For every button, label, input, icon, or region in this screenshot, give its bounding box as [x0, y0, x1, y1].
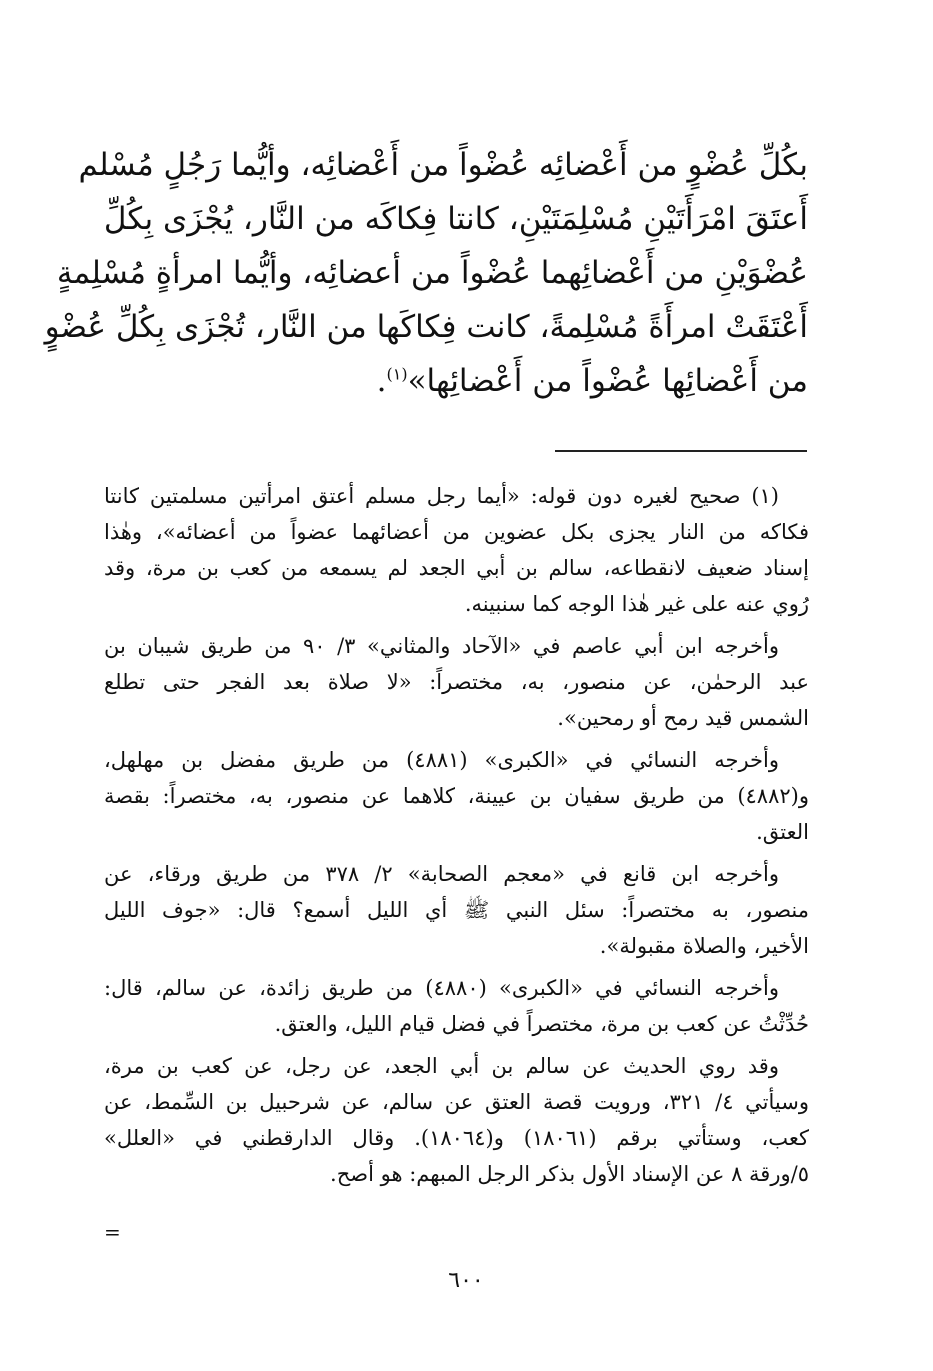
footnote-paragraph — [104, 478, 809, 622]
footnote-line: الشمس قيد رمح أو رمحين». — [557, 706, 809, 730]
footnotes-section — [104, 478, 809, 1198]
footnote-line: عبد الرحمٰن، عن منصور، به، مختصراً: «لا صلاة بعد الفجر حتى تطلع — [104, 670, 809, 694]
footnote-line: الأخير، والصلاة مقبولة». — [599, 934, 809, 958]
footnote-line: و(٤٨٨٢) من طريق سفيان بن عيينة، كلاهما عن منصور، به، مختصراً: بقصة — [104, 784, 809, 808]
hadith-line-last — [104, 354, 808, 408]
footnote-reference[interactable]: (١) — [386, 364, 408, 384]
footnote-line: وأخرجه ابن قانع في «معجم الصحابة» ٢/ ٣٧٨ من طريق ورقاء، عن — [104, 862, 779, 886]
footnote-line: وقد روي الحديث عن سالم بن أبي الجعد، عن رجل، عن كعب بن مرة، — [104, 1054, 779, 1078]
footnote-paragraph — [104, 970, 809, 1042]
end-punctuation: . — [376, 363, 387, 399]
page-number: ٦٠٠ — [448, 1268, 484, 1293]
hadith-line-text: من أَعْضائِها عُضْواً من أَعْضائِها» — [407, 363, 808, 399]
footnote-line: (١) صحيح لغيره دون قوله: «أيما رجل مسلم أعتق امرأتين مسلمتين كانتا — [104, 484, 779, 508]
footnote-paragraph — [104, 856, 809, 964]
footnote-line: رُوي عنه على غير هٰذا الوجه كما سنبينه. — [464, 592, 809, 616]
footnote-paragraph — [104, 628, 809, 736]
hadith-line: عُضْوَيْنِ من أَعْضائِهما عُضْواً من أعضائِه، وأيُّما امرأةٍ مُسْلِمةٍ — [56, 255, 808, 291]
footnote-line: حُدِّثْتُ عن كعب بن مرة، مختصراً في فضل قيام الليل، والعتق. — [274, 1012, 809, 1036]
footnote-line: وأخرجه النسائي في «الكبرى» (٤٨٨١) من طريق مفضل بن مهلهل، — [104, 748, 779, 772]
hadith-line: بكُلِّ عُضْوٍ من أَعْضائِه عُضْواً من أَعْضائِه، وأيُّما رَجُلٍ مُسْلم — [78, 147, 808, 183]
continuation-mark: = — [104, 1220, 121, 1244]
footnote-paragraph — [104, 742, 809, 850]
hadith-line: أَعْتَقَتْ امرأَةً مُسْلِمةً، كانت فِكاكَها من النَّار، تُجْزَى بِكُلِّ عُضْوٍ — [44, 309, 808, 345]
footnote-line: ٥/ورقة ٨ عن الإسناد الأول بذكر الرجل المبهم: هو أصح. — [330, 1162, 809, 1186]
footnote-line: كعب، وستأتي برقم (١٨٠٦١) و(١٨٠٦٤). وقال الدارقطني في «العلل» — [104, 1126, 809, 1150]
footnote-line: وأخرجه ابن أبي عاصم في «الآحاد والمثاني» ٣/ ٩٠ من طريق شيبان بن — [104, 634, 779, 658]
footnote-line: وأخرجه النسائي في «الكبرى» (٤٨٨٠) من طريق زائدة، عن سالم، قال: — [104, 976, 779, 1000]
footnote-line: وسيأتي ٤/ ٣٢١، ورويت قصة العتق عن سالم، عن شرحبيل بن السِّمط، عن — [104, 1090, 809, 1114]
footnote-paragraph — [104, 1048, 809, 1192]
footnote-separator — [555, 450, 807, 452]
footnote-line: منصور، به مختصراً: سئل النبي ﷺ أي الليل أسمع؟ قال: «جوف الليل — [104, 898, 809, 922]
footnote-line: العتق. — [756, 820, 809, 844]
footnote-line: إسناد ضعيف لانقطاعه، سالم بن أبي الجعد لم يسمعه من كعب بن مرة، وقد — [104, 556, 809, 580]
hadith-line: أَعتَقَ امْرَأَتَيْنِ مُسْلِمَتَيْنِ، كانتا فِكاكَه من النَّار، يُجْزَى بِكُلِّ — [103, 201, 808, 237]
hadith-text — [44, 138, 808, 408]
footnote-line: فكاكه من النار يجزى بكل عضوين من أعضائهما عضواً من أعضائه»، وهٰذا — [104, 520, 809, 544]
